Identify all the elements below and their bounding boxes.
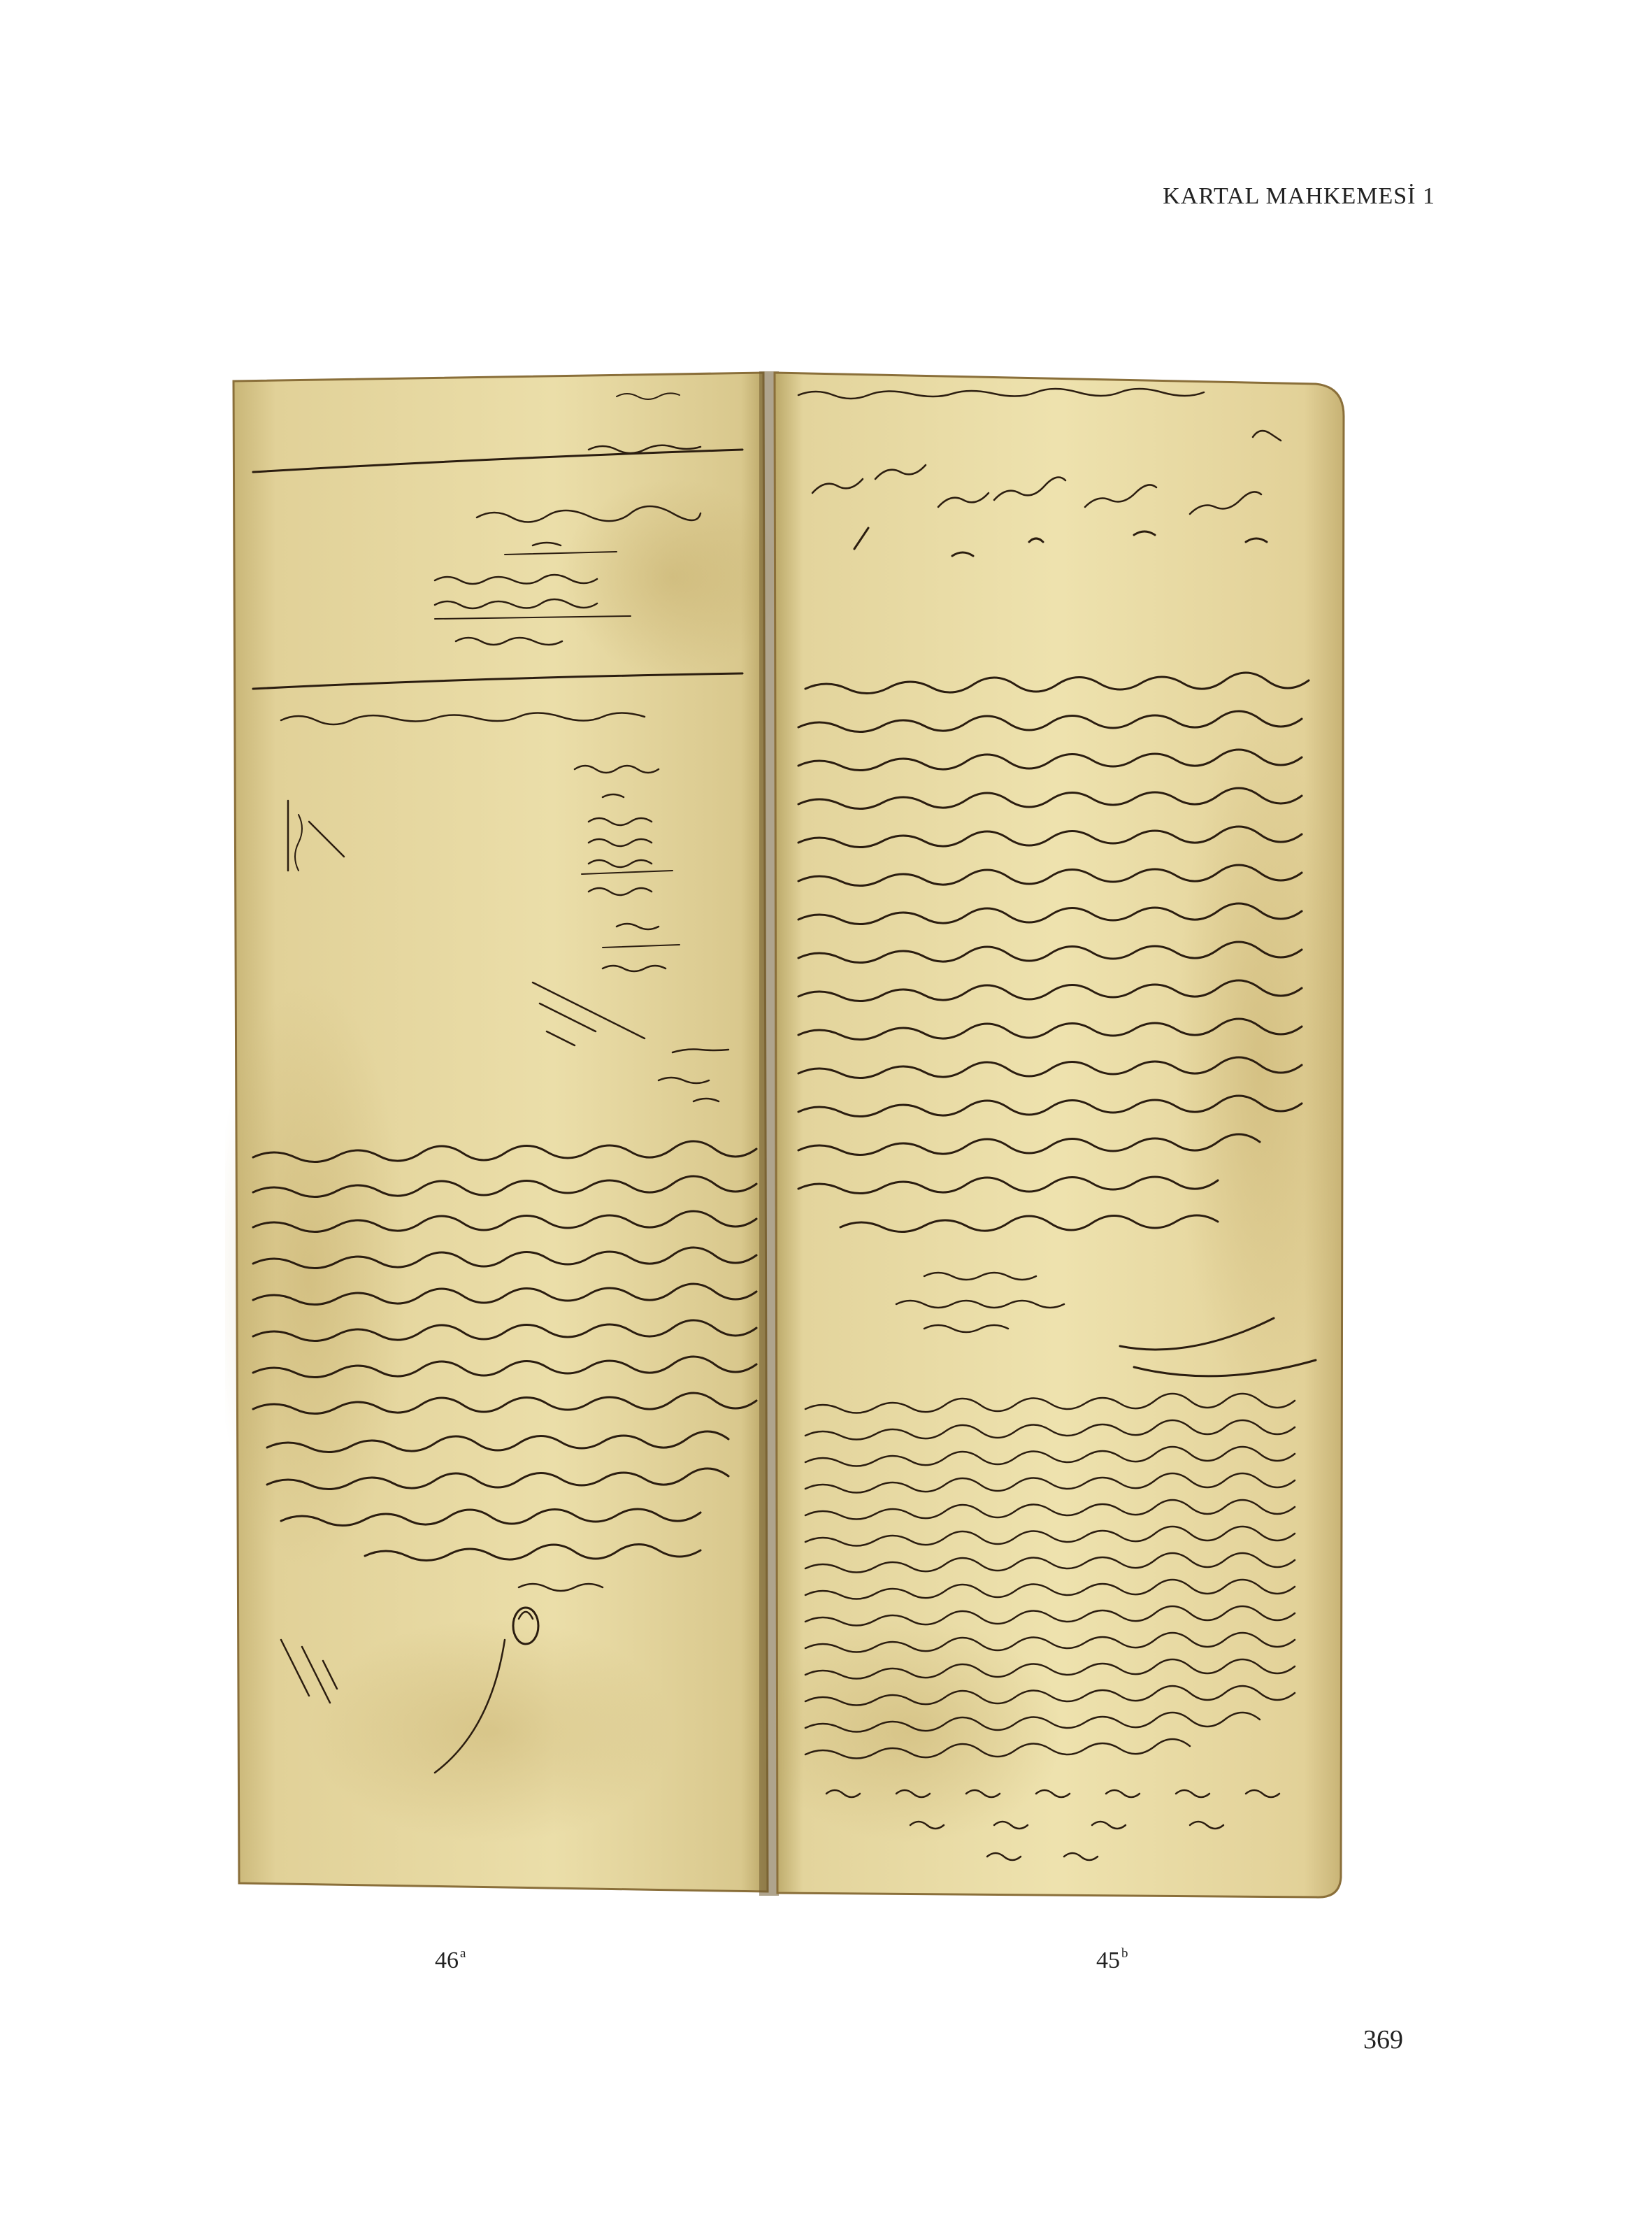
folio-label-right [1096,1946,1128,1974]
folio-right-number: 45 [1096,1947,1120,1973]
left-page [225,373,784,1892]
right-page [756,373,1344,1897]
folio-label-left [435,1946,466,1974]
running-header: KARTAL MAHKEMESİ 1 [1163,183,1435,209]
folio-left-number: 46 [435,1947,459,1973]
folio-left-side: a [460,1946,466,1961]
manuscript-image [225,367,1352,1906]
page-number: 369 [1363,2025,1403,2054]
folio-right-side: b [1121,1946,1128,1961]
manuscript-photograph [225,367,1352,1906]
